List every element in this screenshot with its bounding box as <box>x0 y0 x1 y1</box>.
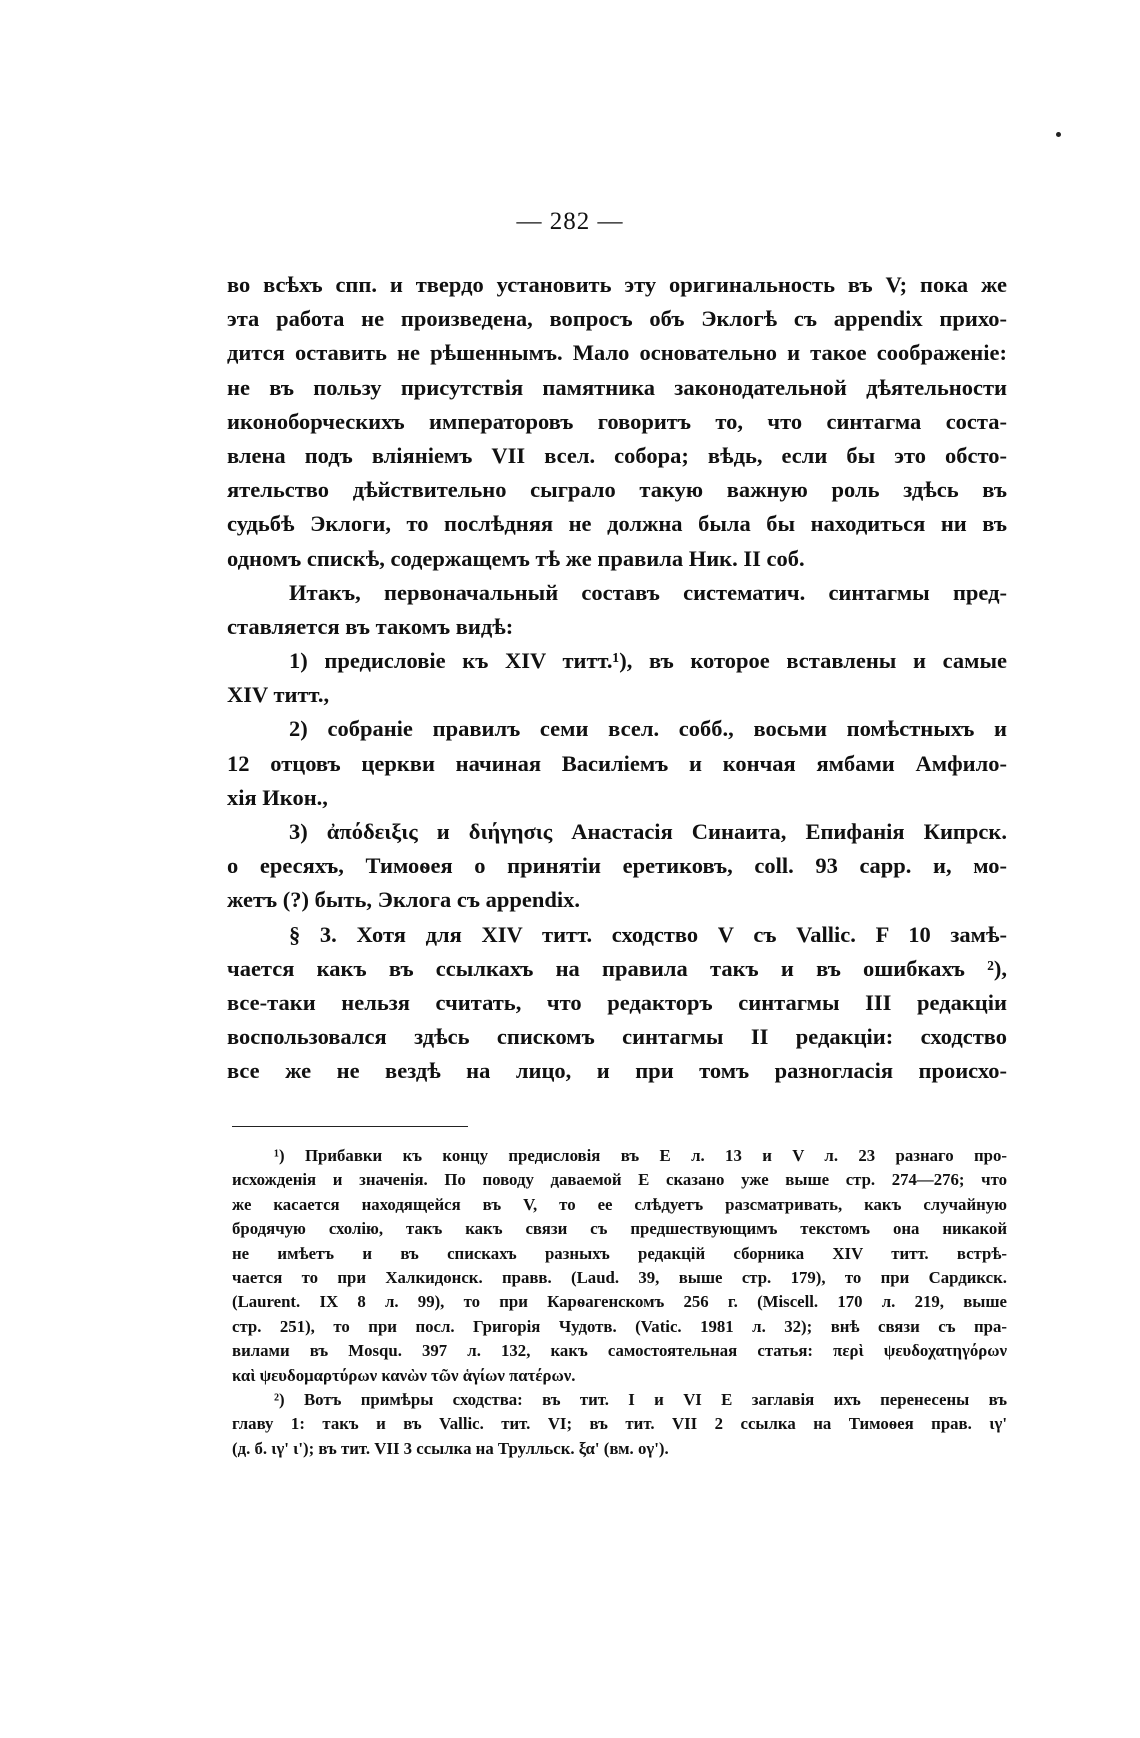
footnote-line: ¹) Прибавки къ концу предисловія въ Е л. 13 и V л. 23 разнаго про- <box>274 1146 1007 1165</box>
footnote-line: же касается находящейся въ V, то ее слѣдуетъ разсматривать, какъ случайную <box>232 1194 1007 1214</box>
footnote-line: главу 1: такъ и въ Vallic. тит. VI; въ тит. VII 2 ссылка на Тимоѳея прав. ιγ' <box>232 1414 1007 1434</box>
text-line: во всѣхъ спп. и твердо установить эту оригинальность въ V; пока же <box>227 272 1007 297</box>
text-line: не въ пользу присутствія памятника законодательной дѣятельности <box>227 374 1007 400</box>
text-line: жетъ (?) быть, Эклога съ appendix. <box>227 887 581 913</box>
text-line: все же не вездѣ на лицо, и при томъ разногласія происхо- <box>227 1058 1007 1084</box>
footnote-line: (Laurent. IX 8 л. 99), то при Карѳагенскомъ 256 г. (Miscell. 170 л. 219, выше <box>232 1292 1007 1312</box>
text-line: хія Икон., <box>227 784 328 810</box>
footnote-line: стр. 251), то при посл. Григорія Чудотв. (Vatic. 1981 л. 32); внѣ связи съ пра- <box>232 1316 1007 1336</box>
text-line: иконоборческихъ императоровъ говоритъ то, что синтагма соста- <box>227 408 1007 434</box>
footnote-line: καὶ ψευδομαρτύρων κανὼν τῶν ἁγίων πατέρων. <box>232 1365 576 1385</box>
footnote-line: (д. б. ιγ' ι'); въ тит. VII 3 ссылка на Трулльск. ξα' (вм. ογ'). <box>232 1438 669 1458</box>
footnote-line: чается то при Халкидонск. правв. (Laud. 39, выше стр. 179), то при Сардикск. <box>232 1267 1007 1287</box>
text-line: судьбѣ Эклоги, то послѣдняя не должна была бы находиться ни въ <box>227 511 1007 537</box>
text-line: эта работа не произведена, вопросъ объ Эклогѣ съ appendix прихо- <box>227 306 1007 332</box>
page-number: — 282 — <box>516 208 624 235</box>
footnotes <box>232 1144 1007 1461</box>
text-line: 12 отцовъ церкви начиная Василіемъ и кончая ямбами Амфило- <box>227 750 1007 776</box>
ink-speck <box>1056 132 1061 137</box>
text-line: ставляется въ такомъ видѣ: <box>227 613 514 639</box>
text-line: Итакъ, первоначальный составъ систематич. синтагмы пред- <box>289 579 1007 605</box>
text-line: 1) предисловіе къ XIV титт.¹), въ которое вставлены и самые <box>289 648 1007 674</box>
footnote-line: вилами въ Mosqu. 397 л. 132, какъ самостоятельная статья: περὶ ψευδοχατηγόρων <box>232 1341 1007 1361</box>
text-line: XIV титт., <box>227 682 330 708</box>
footnote-line: бродячую схолію, такъ какъ связи съ предшествующимъ текстомъ она никакой <box>232 1219 1007 1239</box>
footnote-line: исхожденія и значенія. По поводу даваемой Е сказано уже выше стр. 274—276; что <box>232 1170 1007 1190</box>
footnote-line: не имѣетъ и въ спискахъ разныхъ редакцій сборника XIV титт. встрѣ- <box>232 1243 1007 1263</box>
text-line: все-таки нельзя считать, что редакторъ синтагмы III редакціи <box>227 989 1007 1015</box>
text-line: влена подъ вліяніемъ VII всел. собора; вѣдь, если бы это обсто- <box>227 442 1007 468</box>
text-line: § 3. Хотя для XIV титт. сходство V съ Vallic. F 10 замѣ- <box>289 921 1007 947</box>
text-line: дится оставить не рѣшеннымъ. Мало основательно и такое соображеніе: <box>227 340 1007 366</box>
text-line: воспользовался здѣсь спискомъ синтагмы II редакціи: сходство <box>227 1024 1007 1050</box>
text-line: одномъ спискѣ, содержащемъ тѣ же правила Ник. II соб. <box>227 545 805 571</box>
footnote-line: ²) Вотъ примѣры сходства: въ тит. I и VI Е заглавія ихъ перенесены въ <box>274 1389 1007 1409</box>
text-line: 3) ἀπόδειξις и διήγησις Анастасія Синаита, Епифанія Кипрск. <box>289 819 1007 844</box>
main-text <box>227 268 1007 1089</box>
text-line: ятельство дѣйствительно сыграло такую важную роль здѣсь въ <box>227 477 1007 503</box>
text-line: 2) собраніе правилъ семи всел. собб., восьми помѣстныхъ и <box>289 716 1007 742</box>
text-line: о ересяхъ, Тимоѳея о принятіи еретиковъ, coll. 93 capp. и, мо- <box>227 853 1007 879</box>
text-line: чается какъ въ ссылкахъ на правила такъ и въ ошибкахъ ²), <box>227 955 1007 981</box>
footnote-divider <box>232 1126 468 1127</box>
